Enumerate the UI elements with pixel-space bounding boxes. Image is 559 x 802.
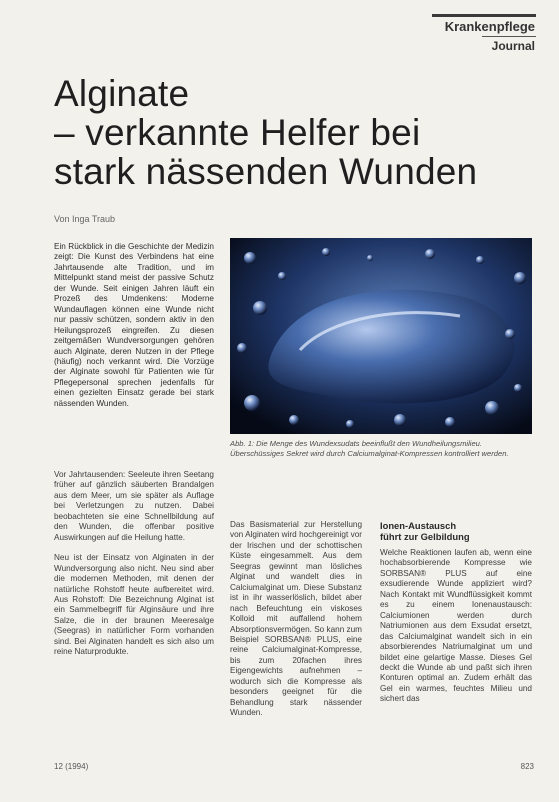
left-paragraph-2: Neu ist der Einsatz von Alginaten in der Wundversorgung also nicht. Neu sind aber die modernen Methoden, mit denen der natürliche Rohstoff heute aufbereitet wird. Aus Rohstoff: Die Bezeichnung Alginat ist ein Sammelbegriff für Alginsäure und ihre Salze, die in der braunen Meeresalge (Seegras) in natürlicher Form vorhanden sind. Bei Alginaten handelt es sich also um reine Naturprodukte. (54, 553, 214, 657)
title-line-2: – verkannte Helfer bei (54, 112, 421, 153)
author-byline: Von Inga Traub (54, 214, 116, 224)
water-drop-photo (230, 238, 532, 434)
left-column (54, 470, 214, 668)
right-subheading (380, 520, 532, 542)
journal-label: Journal (491, 39, 535, 53)
middle-paragraph: Das Basismaterial zur Herstellung von Alginaten wird hochgereinigt vor der Irischen und der schottischen Küste eingesammelt. Aus dem Seegras gewinnt man lösliches Alginat und wandelt dies in Calciumalginat um. Diese Substanz ist in ihr wasserlöslich, bildet aber nach Befeuchtung ein viskoses Kolloid mit auffallend hohem Absorptionsvermögen. So kann zum Beispiel SORBSAN® PLUS, eine reine Calciumalginat-Kompresse, bis zum 20fachen ihres Eigengewichts aufnehmen – wodurch sich die Kompresse als besonders geeignet für die Behandlung stark nässender Wunden. (230, 520, 362, 718)
section-label: Krankenpflege (444, 19, 535, 34)
intro-text: Ein Rückblick in die Geschichte der Medizin zeigt: Die Kunst des Verbindens hat eine Jahrtausende alte Tradition, und im Mittelpunkt stand meist der passive Schutz der Wunde. Seit einigen Jahren läuft ein Prozeß des Umdenkens: Moderne Wundauflagen können eine Wunde nicht nur passiv schützen, sondern aktiv in den Heilungsprozeß eingreifen. Zu diesen zeitgemäßen Wundversorgungen gehören auch Alginate, deren Nutzen in der Pflege (häufig) noch verkannt wird. Die Vorzüge der Alginate sowohl für Patienten wie für Pflegepersonal sprechen jedenfalls für einen gezielten Einsatz gerade bei stark nässenden Wunden. (54, 242, 214, 408)
left-paragraph-1: Vor Jahrtausenden: Seeleute ihren Seetang früher auf gänzlich säuberten Brandalgen aus dem Meer, um sie später als Auflage bei Verletzungen zu nutzen. Dabei beobachteten sie eine Schnellbildung auf den Wunden, die offenbar positive Auswirkungen auf die Heilung hatte. (54, 470, 214, 542)
right-column (380, 520, 532, 715)
header-rule (432, 14, 536, 17)
article-title (54, 74, 534, 191)
intro-paragraph (54, 242, 214, 419)
middle-column (230, 520, 362, 729)
article-figure (230, 238, 532, 434)
page-number: 823 (520, 762, 534, 771)
header-rule-secondary (482, 36, 536, 37)
title-line-3: stark nässenden Wunden (54, 151, 478, 192)
issue-number: 12 (1994) (54, 762, 89, 771)
title-line-1: Alginate (54, 73, 190, 114)
right-paragraph: Welche Reaktionen laufen ab, wenn eine hochabsorbierende Kompresse wie SORBSAN® PLUS auf eine exsudierende Wunde appliziert wird? Nach Kontakt mit Wundflüssigkeit kommt es zu einem Ionenaustausch: Calciumionen werden durch Natriumionen aus dem Exsudat ersetzt, das Calciumalginat wandelt sich in ein absorbierendes Natriumalginat um und bildet eine gelartige Masse. Dieses Gel deckt die Wunde ab und paßt sich ihren Konturen optimal an. Zudem erhält das Gel ein warmes, feuchtes Milieu und sichert das (380, 548, 532, 704)
figure-caption: Abb. 1: Die Menge des Wundexsudats beeinflußt den Wundheilungsmilieu. Überschüssiges Sekret wird durch Calciumalginat-Kompressen kontrolliert werden. (230, 439, 509, 458)
subheading-line-2: führt zur Gelbildung (380, 531, 470, 542)
subheading-line-1: Ionen-Austausch (380, 520, 457, 531)
